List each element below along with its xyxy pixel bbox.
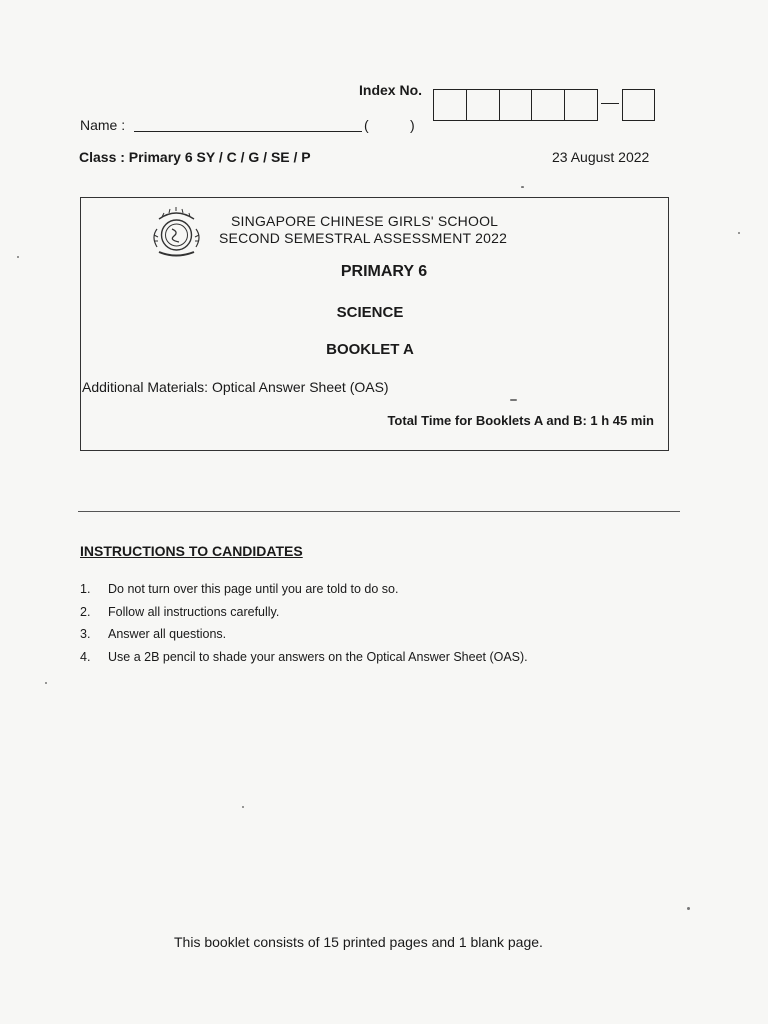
assessment-name: SECOND SEMESTRAL ASSESSMENT 2022: [219, 230, 508, 246]
scan-speck: [738, 232, 740, 234]
additional-materials: Additional Materials: Optical Answer Sheet (OAS): [82, 379, 389, 395]
index-digit-box[interactable]: [434, 90, 467, 120]
instructions-heading: INSTRUCTIONS TO CANDIDATES: [80, 543, 303, 559]
index-number-label: Index No.: [359, 82, 423, 98]
register-number-close-paren: ): [410, 117, 415, 133]
instruction-text: Use a 2B pencil to shade your answers on the Optical Answer Sheet (OAS).: [108, 649, 528, 664]
instruction-number: 3.: [80, 627, 91, 641]
index-digit-box[interactable]: [500, 90, 533, 120]
scan-speck: [17, 256, 19, 258]
index-number-boxes[interactable]: [433, 89, 598, 121]
index-digit-box[interactable]: [467, 90, 500, 120]
instruction-text: Do not turn over this page until you are told to do so.: [108, 582, 399, 596]
instruction-item: [80, 650, 528, 673]
instruction-number: 1.: [80, 582, 91, 596]
school-name: SINGAPORE CHINESE GIRLS' SCHOOL: [231, 213, 499, 229]
instruction-item: [80, 627, 528, 650]
level-title: PRIMARY 6: [340, 263, 428, 280]
section-divider: [78, 511, 680, 512]
index-digit-box[interactable]: [532, 90, 565, 120]
total-time: Total Time for Booklets A and B: 1 h 45 min: [387, 413, 654, 428]
name-label: Name :: [80, 117, 126, 133]
scan-speck: [521, 186, 524, 188]
scan-speck: [45, 682, 47, 684]
page-count-note: This booklet consists of 15 printed pages and 1 blank page.: [174, 934, 543, 950]
instruction-number: 2.: [80, 604, 91, 619]
register-number-open-paren: (: [364, 117, 369, 133]
instruction-text: Follow all instructions carefully.: [108, 604, 280, 619]
instruction-number: 4.: [80, 649, 91, 664]
instruction-item: [80, 605, 528, 628]
instruction-text: Answer all questions.: [108, 627, 227, 641]
instruction-item: [80, 582, 528, 605]
subject-title: SCIENCE: [336, 304, 404, 321]
scan-speck: [510, 399, 517, 401]
index-dash: [601, 103, 619, 104]
exam-date: 23 August 2022: [552, 149, 650, 165]
name-field[interactable]: [134, 131, 362, 132]
scan-speck: [242, 806, 244, 808]
instructions-list: [80, 582, 528, 672]
booklet-title: BOOKLET A: [326, 341, 414, 358]
class-line: Class : Primary 6 SY / C / G / SE / P: [79, 149, 311, 165]
index-digit-box[interactable]: [565, 90, 597, 120]
school-crest-icon: [149, 205, 204, 260]
index-check-box[interactable]: [622, 89, 655, 121]
scan-speck: [687, 907, 690, 910]
